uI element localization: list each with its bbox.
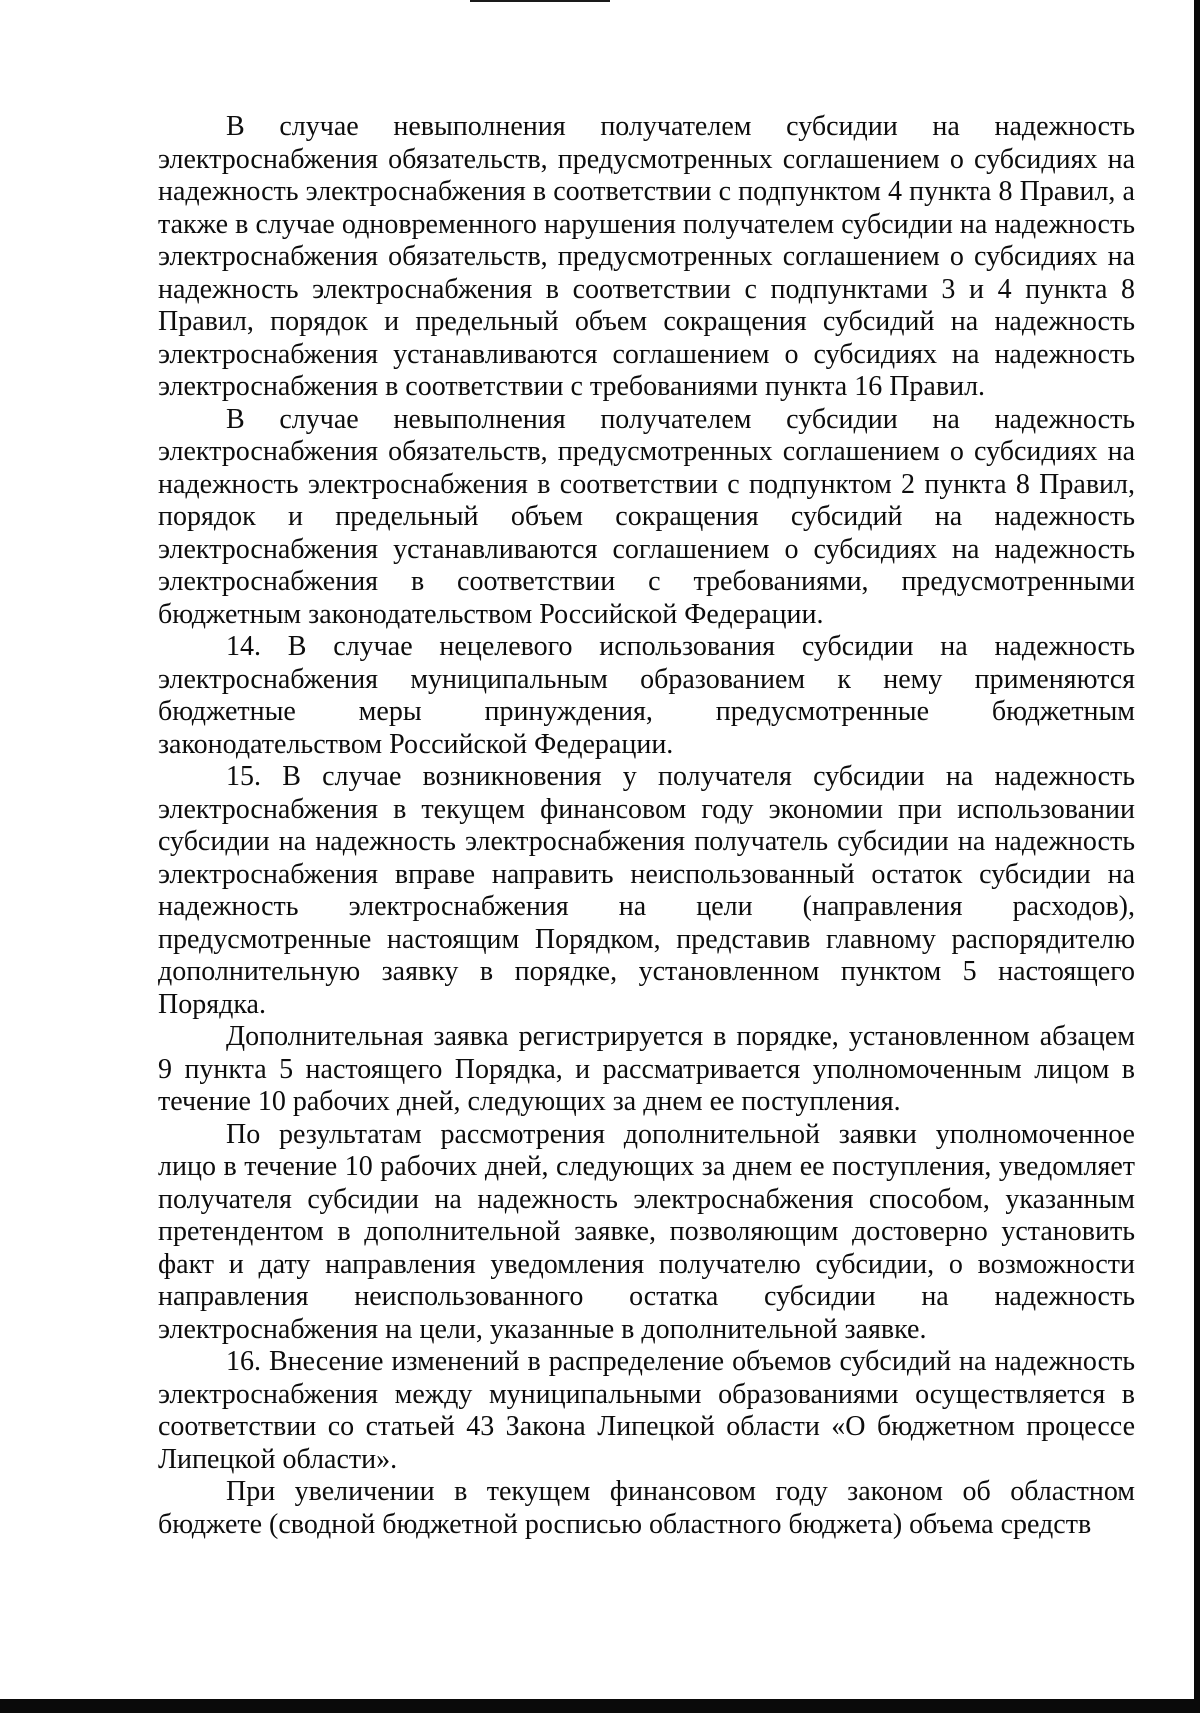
paragraph-item-16: 16. Внесение изменений в распределение объемов субсидий на надежность электроснабжения между муниципальными образованиями осуществляется в соответствии со статьей 43 Закона Липецкой области «О бюджетном процессе Липецкой области».	[158, 1346, 1135, 1475]
paragraph-budget-increase: При увеличении в текущем финансовом году законом об областном бюджете (сводной бюджетной росписью областного бюджета) объема средств	[158, 1476, 1135, 1540]
paragraph-item-15: 15. В случае возникновения у получателя субсидии на надежность электроснабжения в текущем финансовом году экономии при использовании субсидии на надежность электроснабжения получатель субсидии на надежность электроснабжения вправе направить неиспользованный остаток субсидии на надежность электроснабжения на цели (направления расходов), предусмотренные настоящим Порядком, представив главному распорядителю дополнительную заявку в порядке, установленном пунктом 5 настоящего Порядка.	[158, 761, 1135, 1020]
paragraph-item-14: 14. В случае нецелевого использования субсидии на надежность электроснабжения муниципальным образованием к нему применяются бюджетные меры принуждения, предусмотренные бюджетным законодательством Российской Федерации.	[158, 631, 1135, 760]
paragraph-additional-application: Дополнительная заявка регистрируется в порядке, установленном абзацем 9 пункта 5 настоящего Порядка, и рассматривается уполномоченным лицом в течение 10 рабочих дней, следующих за днем ее поступления.	[158, 1021, 1135, 1117]
paragraph-review-results: По результатам рассмотрения дополнительной заявки уполномоченное лицо в течение 10 рабочих дней, следующих за днем ее поступления, уведомляет получателя субсидии на надежность электроснабжения способом, указанным претендентом в дополнительной заявке, позволяющим достоверно установить факт и дату направления уведомления получателю субсидии, о возможности направления неиспользованного остатка субсидии на надежность электроснабжения на цели, указанные в дополнительной заявке.	[158, 1118, 1135, 1345]
paragraph-reduction-subpoint-2: В случае невыполнения получателем субсидии на надежность электроснабжения обязательств, предусмотренных соглашением о субсидиях на надежность электроснабжения в соответствии с подпунктом 2 пункта 8 Правил, порядок и предельный объем сокращения субсидий на надежность электроснабжения устанавливаются соглашением о субсидиях на надежность электроснабжения в соответствии с требованиями, предусмотренными бюджетным законодательством Российской Федерации.	[158, 403, 1135, 630]
paragraph-reduction-subpoint-4: В случае невыполнения получателем субсидии на надежность электроснабжения обязательств, предусмотренных соглашением о субсидиях на надежность электроснабжения в соответствии с подпунктом 4 пункта 8 Правил, а также в случае одновременного нарушения получателем субсидии на надежность электроснабжения обязательств, предусмотренных соглашением о субсидиях на надежность электроснабжения в соответствии с подпунктами 3 и 4 пункта 8 Правил, порядок и предельный объем сокращения субсидий на надежность электроснабжения устанавливаются соглашением о субсидиях на надежность электроснабжения в соответствии с требованиями пункта 16 Правил.	[158, 111, 1135, 402]
scan-top-mark	[470, 0, 610, 2]
document-body	[158, 111, 1135, 1541]
scan-bottom-border	[0, 1699, 1200, 1713]
scan-right-border	[1194, 0, 1200, 1713]
